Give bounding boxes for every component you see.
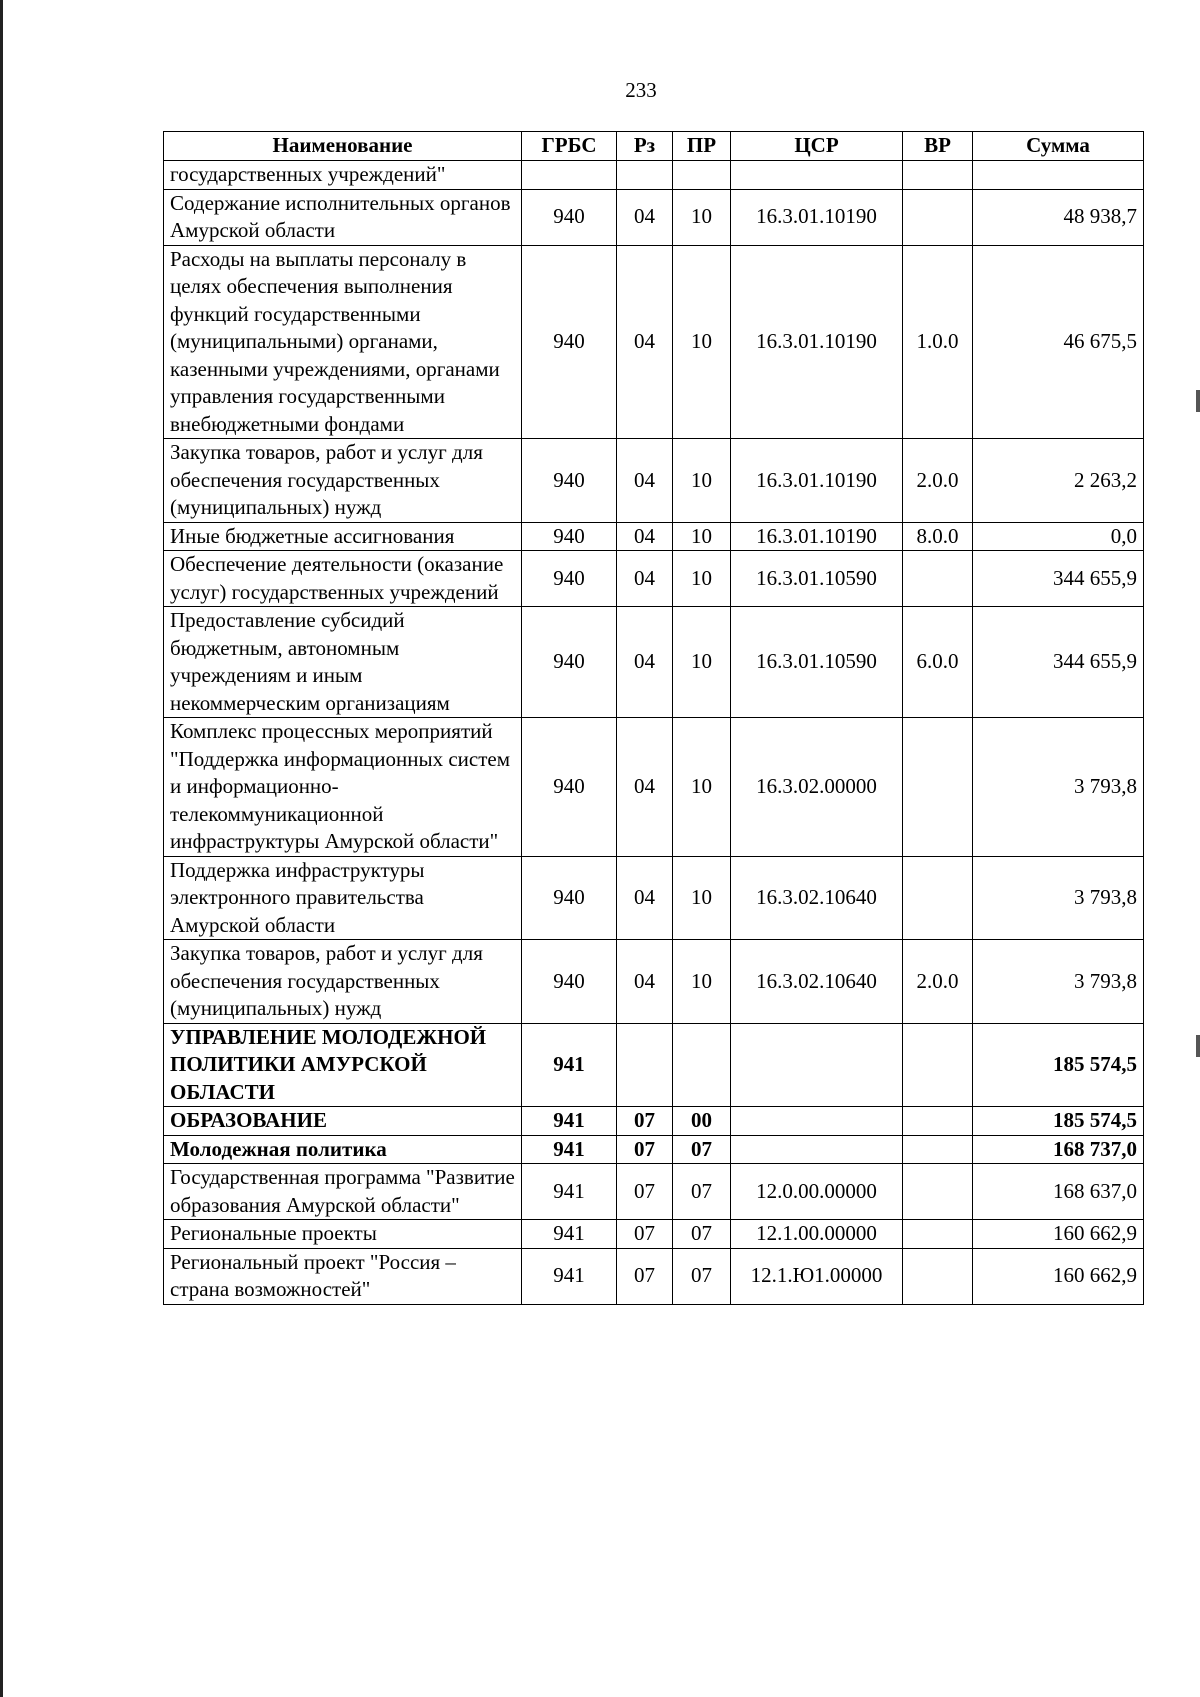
cell-name: Закупка товаров, работ и услуг для обеспечения государственных (муниципальных) нужд (164, 439, 522, 523)
cell-grbs: 940 (522, 189, 617, 245)
cell-name: Поддержка инфраструктуры электронного правительства Амурской области (164, 856, 522, 940)
table-row (164, 439, 1144, 523)
table-row (164, 1248, 1144, 1304)
table-row (164, 607, 1144, 718)
cell-grbs: 940 (522, 718, 617, 857)
cell-csr: 16.3.02.00000 (731, 718, 903, 857)
cell-pr: 10 (673, 189, 731, 245)
cell-sum: 48 938,7 (973, 189, 1144, 245)
cell-pr: 00 (673, 1107, 731, 1136)
cell-pr: 07 (673, 1164, 731, 1220)
cell-sum: 185 574,5 (973, 1023, 1144, 1107)
cell-vr (903, 856, 973, 940)
cell-pr: 07 (673, 1248, 731, 1304)
cell-csr (731, 161, 903, 190)
cell-pr: 10 (673, 607, 731, 718)
cell-rz: 04 (617, 551, 673, 607)
cell-vr (903, 1248, 973, 1304)
cell-grbs: 940 (522, 856, 617, 940)
table-row (164, 1107, 1144, 1136)
cell-sum: 46 675,5 (973, 245, 1144, 439)
cell-pr: 07 (673, 1220, 731, 1249)
cell-name: Иные бюджетные ассигнования (164, 522, 522, 551)
scan-edge (0, 0, 3, 1697)
cell-rz: 04 (617, 439, 673, 523)
cell-rz: 07 (617, 1164, 673, 1220)
cell-vr: 6.0.0 (903, 607, 973, 718)
cell-grbs: 940 (522, 522, 617, 551)
page-number: 233 (625, 78, 657, 102)
cell-grbs (522, 161, 617, 190)
table-row (164, 161, 1144, 190)
cell-rz: 04 (617, 189, 673, 245)
cell-sum: 168 637,0 (973, 1164, 1144, 1220)
cell-rz: 04 (617, 940, 673, 1024)
cell-name: Обеспечение деятельности (оказание услуг) государственных учреждений (164, 551, 522, 607)
cell-name: УПРАВЛЕНИЕ МОЛОДЕЖНОЙ ПОЛИТИКИ АМУРСКОЙ ОБЛАСТИ (164, 1023, 522, 1107)
table-row (164, 522, 1144, 551)
budget-table (163, 131, 1144, 1305)
cell-grbs: 941 (522, 1135, 617, 1164)
cell-name: ОБРАЗОВАНИЕ (164, 1107, 522, 1136)
cell-csr: 16.3.02.10640 (731, 856, 903, 940)
cell-csr: 16.3.01.10190 (731, 189, 903, 245)
cell-sum: 3 793,8 (973, 856, 1144, 940)
cell-sum: 185 574,5 (973, 1107, 1144, 1136)
table-row (164, 856, 1144, 940)
header-rz: Рз (617, 132, 673, 161)
cell-pr: 10 (673, 439, 731, 523)
cell-grbs: 940 (522, 551, 617, 607)
cell-name: Региональный проект "Россия – страна возможностей" (164, 1248, 522, 1304)
cell-rz: 04 (617, 718, 673, 857)
cell-rz: 04 (617, 607, 673, 718)
cell-rz: 04 (617, 522, 673, 551)
header-name: Наименование (164, 132, 522, 161)
table-row (164, 1135, 1144, 1164)
table-row (164, 940, 1144, 1024)
cell-pr (673, 1023, 731, 1107)
cell-vr (903, 161, 973, 190)
cell-vr: 2.0.0 (903, 439, 973, 523)
cell-rz: 07 (617, 1107, 673, 1136)
cell-pr: 10 (673, 940, 731, 1024)
cell-name: Государственная программа "Развитие образования Амурской области" (164, 1164, 522, 1220)
cell-sum: 160 662,9 (973, 1220, 1144, 1249)
scan-mark (1196, 390, 1200, 412)
cell-sum: 344 655,9 (973, 607, 1144, 718)
cell-grbs: 940 (522, 439, 617, 523)
cell-csr: 16.3.01.10590 (731, 551, 903, 607)
cell-csr: 16.3.01.10190 (731, 522, 903, 551)
cell-rz (617, 1023, 673, 1107)
cell-grbs: 941 (522, 1248, 617, 1304)
cell-csr (731, 1107, 903, 1136)
cell-rz: 04 (617, 245, 673, 439)
cell-vr (903, 189, 973, 245)
cell-csr: 16.3.02.10640 (731, 940, 903, 1024)
table-row (164, 718, 1144, 857)
cell-grbs: 940 (522, 245, 617, 439)
cell-vr (903, 1220, 973, 1249)
cell-rz: 07 (617, 1248, 673, 1304)
cell-name: Содержание исполнительных органов Амурской области (164, 189, 522, 245)
cell-name: Предоставление субсидий бюджетным, автономным учреждениям и иным некоммерческим организациям (164, 607, 522, 718)
cell-csr: 16.3.01.10590 (731, 607, 903, 718)
table-row (164, 1220, 1144, 1249)
cell-pr (673, 161, 731, 190)
cell-pr: 10 (673, 522, 731, 551)
cell-grbs: 941 (522, 1164, 617, 1220)
header-grbs: ГРБС (522, 132, 617, 161)
cell-pr: 10 (673, 245, 731, 439)
cell-pr: 10 (673, 551, 731, 607)
scan-mark (1196, 1035, 1200, 1057)
cell-csr: 12.0.00.00000 (731, 1164, 903, 1220)
cell-sum: 160 662,9 (973, 1248, 1144, 1304)
cell-vr: 2.0.0 (903, 940, 973, 1024)
header-vr: ВР (903, 132, 973, 161)
cell-vr (903, 1135, 973, 1164)
cell-name: Молодежная политика (164, 1135, 522, 1164)
header-csr: ЦСР (731, 132, 903, 161)
cell-vr: 8.0.0 (903, 522, 973, 551)
header-row (164, 132, 1144, 161)
cell-csr (731, 1135, 903, 1164)
table-row (164, 551, 1144, 607)
cell-name: государственных учреждений" (164, 161, 522, 190)
cell-name: Закупка товаров, работ и услуг для обеспечения государственных (муниципальных) нужд (164, 940, 522, 1024)
cell-vr (903, 718, 973, 857)
header-sum: Сумма (973, 132, 1144, 161)
cell-grbs: 941 (522, 1220, 617, 1249)
cell-name: Расходы на выплаты персоналу в целях обеспечения выполнения функций государственными (муниципальными) органами, казенными учреждениями, органами управления государственными внебюджетными фондами (164, 245, 522, 439)
cell-pr: 07 (673, 1135, 731, 1164)
cell-grbs: 941 (522, 1023, 617, 1107)
cell-vr (903, 1164, 973, 1220)
cell-name: Региональные проекты (164, 1220, 522, 1249)
cell-rz: 04 (617, 856, 673, 940)
cell-rz: 07 (617, 1135, 673, 1164)
cell-grbs: 941 (522, 1107, 617, 1136)
cell-vr (903, 1107, 973, 1136)
cell-sum: 344 655,9 (973, 551, 1144, 607)
table-row (164, 189, 1144, 245)
cell-csr: 12.1.Ю1.00000 (731, 1248, 903, 1304)
cell-grbs: 940 (522, 607, 617, 718)
table-row (164, 245, 1144, 439)
cell-pr: 10 (673, 856, 731, 940)
cell-vr (903, 1023, 973, 1107)
cell-name: Комплекс процессных мероприятий "Поддержка информационных систем и информационно-телекоммуникационной инфраструктуры Амурской области" (164, 718, 522, 857)
cell-vr: 1.0.0 (903, 245, 973, 439)
table-row (164, 1023, 1144, 1107)
cell-sum (973, 161, 1144, 190)
cell-sum: 0,0 (973, 522, 1144, 551)
cell-csr: 12.1.00.00000 (731, 1220, 903, 1249)
cell-vr (903, 551, 973, 607)
cell-sum: 3 793,8 (973, 718, 1144, 857)
cell-sum: 168 737,0 (973, 1135, 1144, 1164)
cell-sum: 3 793,8 (973, 940, 1144, 1024)
cell-pr: 10 (673, 718, 731, 857)
cell-rz (617, 161, 673, 190)
header-pr: ПР (673, 132, 731, 161)
cell-sum: 2 263,2 (973, 439, 1144, 523)
cell-grbs: 940 (522, 940, 617, 1024)
cell-csr: 16.3.01.10190 (731, 245, 903, 439)
cell-csr (731, 1023, 903, 1107)
table-row (164, 1164, 1144, 1220)
cell-rz: 07 (617, 1220, 673, 1249)
cell-csr: 16.3.01.10190 (731, 439, 903, 523)
